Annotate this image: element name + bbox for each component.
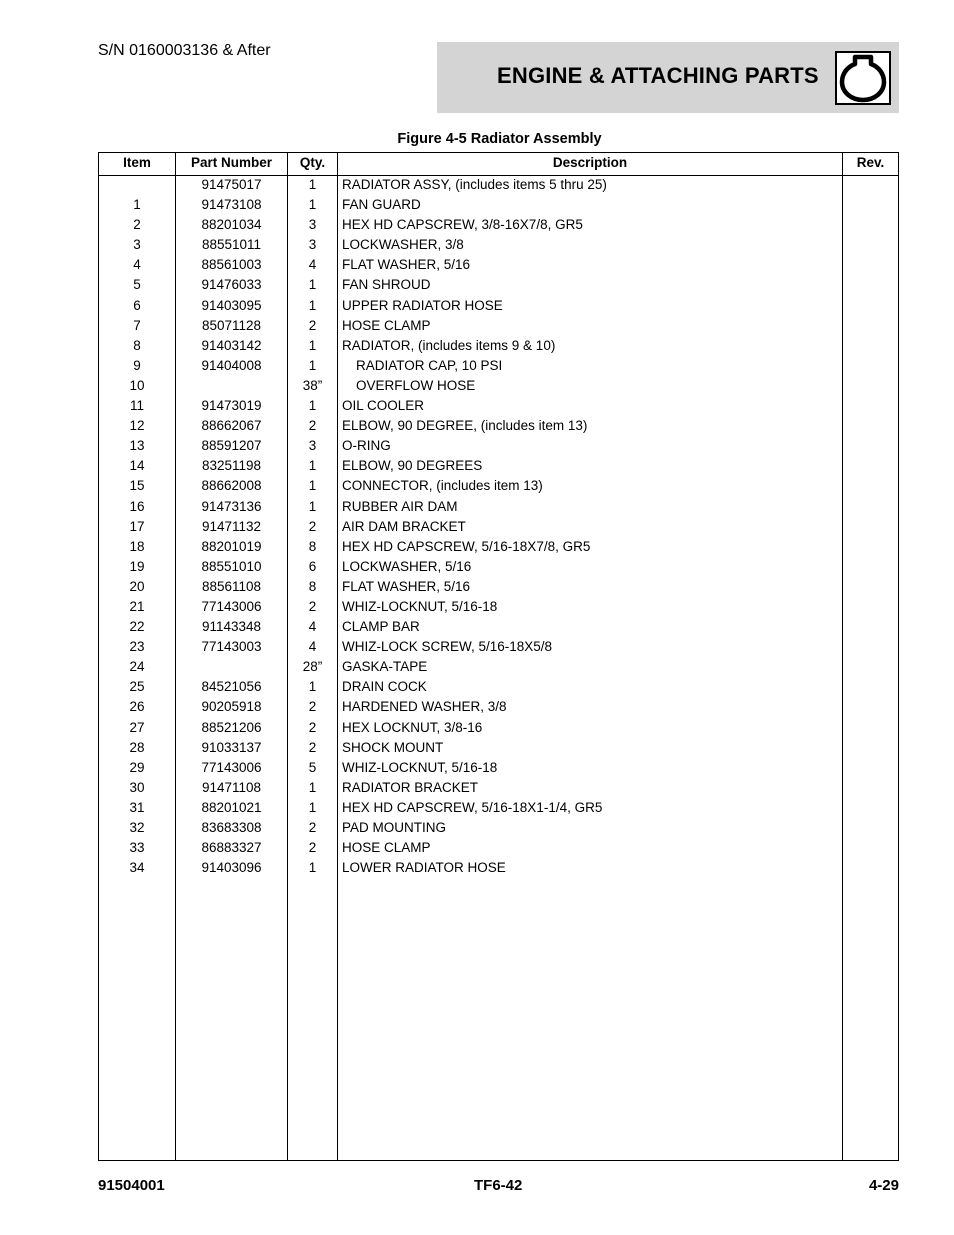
quantity-cell: 2 — [308, 840, 317, 856]
item-cell: 21 — [129, 598, 145, 614]
quantity-cell: 1 — [308, 779, 317, 795]
item-cell: 6 — [133, 297, 141, 313]
page-number: 4-29 — [868, 1177, 899, 1194]
part-number-cell: 85071128 — [201, 317, 262, 333]
item-cell: 20 — [129, 578, 145, 594]
part-number-cell: 91403095 — [201, 297, 262, 313]
table-row — [99, 558, 898, 578]
table-row — [99, 719, 898, 739]
table-row — [99, 276, 898, 296]
model-number: TF6-42 — [474, 1177, 523, 1194]
description-cell: FLAT WASHER, 5/16 — [342, 257, 471, 273]
part-number-cell: 84521056 — [201, 679, 262, 695]
part-number-cell: 77143006 — [201, 759, 262, 775]
description-cell: RADIATOR ASSY, (includes items 5 thru 25) — [342, 177, 607, 192]
table-row — [99, 799, 898, 819]
quantity-cell: 2 — [308, 518, 317, 534]
item-cell: 10 — [129, 377, 145, 393]
table-row — [99, 498, 898, 518]
item-cell: 4 — [133, 257, 141, 273]
part-number-cell: 83251198 — [201, 458, 262, 474]
item-cell: 17 — [129, 518, 145, 534]
description-cell: OIL COOLER — [342, 398, 425, 414]
table-row — [99, 337, 898, 357]
item-cell: 30 — [129, 779, 145, 795]
table-row — [99, 377, 898, 397]
part-number-cell: 91471108 — [201, 779, 262, 795]
description-cell: HARDENED WASHER, 3/8 — [342, 699, 507, 715]
item-cell: 25 — [129, 679, 145, 695]
description-cell: O-RING — [342, 438, 391, 454]
description-cell: RADIATOR BRACKET — [342, 779, 479, 795]
item-cell: 13 — [129, 438, 145, 454]
description-cell: LOWER RADIATOR HOSE — [342, 860, 506, 876]
item-cell: 32 — [129, 820, 145, 835]
part-number-cell: 91476033 — [201, 277, 262, 293]
description-cell: SHOCK MOUNT — [342, 739, 444, 755]
description-cell: LOCKWASHER, 5/16 — [342, 558, 472, 574]
quantity-cell: 1 — [308, 357, 317, 373]
quantity-cell: 8 — [308, 578, 317, 594]
description-cell: OVERFLOW HOSE — [356, 377, 476, 393]
quantity-cell: 1 — [308, 277, 317, 293]
table-row — [99, 457, 898, 477]
part-number-cell: 88201021 — [201, 799, 262, 815]
table-row — [99, 759, 898, 779]
part-number-cell: 77143003 — [201, 639, 262, 655]
table-row — [99, 176, 898, 196]
quantity-cell: 1 — [308, 398, 317, 414]
quantity-cell: 38” — [302, 377, 323, 393]
description-cell: FAN SHROUD — [342, 277, 431, 293]
part-number-cell: 88551011 — [201, 237, 262, 253]
table-row — [99, 538, 898, 558]
item-cell: 1 — [133, 197, 141, 213]
description-cell: CLAMP BAR — [342, 619, 420, 635]
description-cell: FLAT WASHER, 5/16 — [342, 578, 471, 594]
item-cell: 19 — [129, 558, 145, 574]
description-cell: ELBOW, 90 DEGREES — [342, 458, 483, 474]
item-cell: 34 — [129, 860, 145, 876]
table-row — [99, 417, 898, 437]
section-banner — [437, 42, 899, 113]
quantity-cell: 6 — [308, 558, 317, 574]
part-number-cell: 88591207 — [201, 438, 262, 454]
part-number-cell: 88201019 — [201, 538, 262, 554]
part-number-cell: 88561003 — [201, 257, 262, 273]
part-number-cell: 91473019 — [201, 398, 262, 414]
quantity-cell: 3 — [308, 217, 317, 233]
table-row — [99, 518, 898, 538]
part-number-cell: 91404008 — [201, 357, 262, 373]
item-cell: 12 — [129, 418, 145, 434]
quantity-cell: 1 — [308, 679, 317, 695]
part-number-cell: 88662067 — [201, 418, 262, 434]
part-number-cell: 88551010 — [201, 558, 262, 574]
description-cell: WHIZ-LOCK SCREW, 5/16-18X5/8 — [342, 639, 553, 655]
item-cell: 11 — [129, 398, 144, 414]
item-cell: 18 — [129, 538, 145, 554]
item-cell: 8 — [133, 337, 141, 353]
description-cell: HOSE CLAMP — [342, 840, 431, 856]
table-row — [99, 819, 898, 839]
part-number-cell: 88662008 — [201, 478, 262, 494]
table-row — [99, 397, 898, 417]
table-row — [99, 357, 898, 377]
quantity-cell: 1 — [308, 297, 317, 313]
quantity-cell: 2 — [308, 739, 317, 755]
engine-icon — [835, 51, 891, 105]
description-cell: RADIATOR CAP, 10 PSI — [356, 357, 503, 373]
item-cell: 3 — [133, 237, 141, 253]
part-number-cell: 91033137 — [201, 739, 262, 755]
part-number-cell: 91473136 — [201, 498, 262, 514]
column-header-part-number: Part Number — [190, 155, 273, 170]
quantity-cell: 8 — [308, 538, 317, 554]
item-cell: 29 — [129, 759, 145, 775]
quantity-cell: 1 — [308, 860, 317, 876]
description-cell: CONNECTOR, (includes item 13) — [342, 478, 543, 494]
section-title: ENGINE & ATTACHING PARTS — [497, 63, 819, 88]
item-cell: 16 — [129, 498, 145, 514]
description-cell: WHIZ-LOCKNUT, 5/16-18 — [342, 759, 498, 775]
description-cell: HEX HD CAPSCREW, 5/16-18X7/8, GR5 — [342, 538, 591, 554]
quantity-cell: 2 — [308, 317, 317, 333]
description-cell: HEX HD CAPSCREW, 3/8-16X7/8, GR5 — [342, 217, 583, 233]
description-cell: ELBOW, 90 DEGREE, (includes item 13) — [342, 418, 588, 434]
part-number-cell: 91471132 — [201, 518, 262, 534]
part-number-cell: 88521206 — [201, 719, 262, 735]
table-row — [99, 477, 898, 497]
description-cell: HEX LOCKNUT, 3/8-16 — [342, 719, 483, 735]
item-cell: 15 — [129, 478, 145, 494]
table-row — [99, 216, 898, 236]
part-number-cell: 77143006 — [201, 598, 262, 614]
part-number-cell: 91473108 — [201, 197, 262, 213]
item-cell: 9 — [133, 357, 141, 373]
quantity-cell: 2 — [308, 418, 317, 434]
part-number-cell: 91403096 — [201, 860, 262, 876]
table-row — [99, 739, 898, 759]
quantity-cell: 1 — [308, 337, 317, 353]
figure-title: Figure 4-5 Radiator Assembly — [397, 131, 602, 147]
quantity-cell: 1 — [308, 458, 317, 474]
table-row — [99, 297, 898, 317]
parts-table — [98, 152, 899, 1161]
item-cell: 31 — [129, 799, 145, 815]
item-cell: 24 — [129, 659, 145, 675]
table-row — [99, 256, 898, 276]
item-cell: 14 — [129, 458, 145, 474]
table-row — [99, 859, 898, 879]
description-cell: AIR DAM BRACKET — [342, 518, 466, 534]
part-number-cell: 88561108 — [201, 578, 262, 594]
table-row — [99, 658, 898, 678]
quantity-cell: 2 — [308, 719, 317, 735]
column-header-qty: Qty. — [299, 155, 326, 170]
table-body — [99, 176, 898, 879]
quantity-cell: 4 — [308, 257, 317, 273]
description-cell: DRAIN COCK — [342, 679, 427, 695]
table-row — [99, 317, 898, 337]
quantity-cell: 2 — [308, 820, 317, 835]
table-row — [99, 578, 898, 598]
table-row — [99, 196, 898, 216]
item-cell: 28 — [129, 739, 145, 755]
column-header-rev: Rev. — [856, 155, 885, 170]
quantity-cell: 1 — [308, 799, 317, 815]
table-row — [99, 779, 898, 799]
description-cell: RADIATOR, (includes items 9 & 10) — [342, 337, 556, 353]
part-number-cell: 91143348 — [201, 619, 262, 635]
item-cell: 2 — [133, 217, 141, 233]
description-cell: UPPER RADIATOR HOSE — [342, 297, 503, 313]
item-cell: 23 — [129, 639, 145, 655]
column-header-description: Description — [552, 155, 628, 170]
item-cell: 27 — [129, 719, 145, 735]
quantity-cell: 5 — [308, 759, 317, 775]
description-cell: GASKA-TAPE — [342, 659, 428, 675]
part-number-cell: 83683308 — [201, 820, 262, 835]
quantity-cell: 2 — [308, 699, 317, 715]
quantity-cell: 3 — [308, 237, 317, 253]
table-row — [99, 618, 898, 638]
quantity-cell: 1 — [308, 177, 317, 192]
quantity-cell: 1 — [308, 197, 317, 213]
table-row — [99, 437, 898, 457]
table-row — [99, 698, 898, 718]
part-number-cell: 88201034 — [201, 217, 262, 233]
description-cell: LOCKWASHER, 3/8 — [342, 237, 464, 253]
table-row — [99, 236, 898, 256]
description-cell: WHIZ-LOCKNUT, 5/16-18 — [342, 598, 498, 614]
quantity-cell: 3 — [308, 438, 317, 454]
description-cell: HOSE CLAMP — [342, 317, 431, 333]
quantity-cell: 2 — [308, 598, 317, 614]
table-row — [99, 638, 898, 658]
quantity-cell: 28” — [302, 659, 323, 675]
description-cell: HEX HD CAPSCREW, 5/16-18X1-1/4, GR5 — [342, 799, 603, 815]
part-number-cell: 91403142 — [201, 337, 262, 353]
serial-number: S/N 0160003136 & After — [98, 42, 271, 59]
description-cell: RUBBER AIR DAM — [342, 498, 458, 514]
part-number-cell: 91475017 — [201, 177, 262, 192]
quantity-cell: 4 — [308, 639, 317, 655]
description-cell: PAD MOUNTING — [342, 820, 446, 835]
item-cell: 33 — [129, 840, 145, 856]
column-header-item: Item — [123, 155, 151, 170]
quantity-cell: 1 — [308, 498, 317, 514]
item-cell: 5 — [133, 277, 141, 293]
table-row — [99, 839, 898, 859]
document-number: 91504001 — [98, 1177, 165, 1194]
description-cell: FAN GUARD — [342, 197, 421, 213]
part-number-cell: 86883327 — [201, 840, 262, 856]
table-row — [99, 598, 898, 618]
item-cell: 26 — [129, 699, 145, 715]
item-cell: 7 — [133, 317, 141, 333]
quantity-cell: 1 — [308, 478, 317, 494]
part-number-cell: 90205918 — [201, 699, 262, 715]
item-cell: 22 — [129, 619, 145, 635]
table-row — [99, 678, 898, 698]
quantity-cell: 4 — [308, 619, 317, 635]
